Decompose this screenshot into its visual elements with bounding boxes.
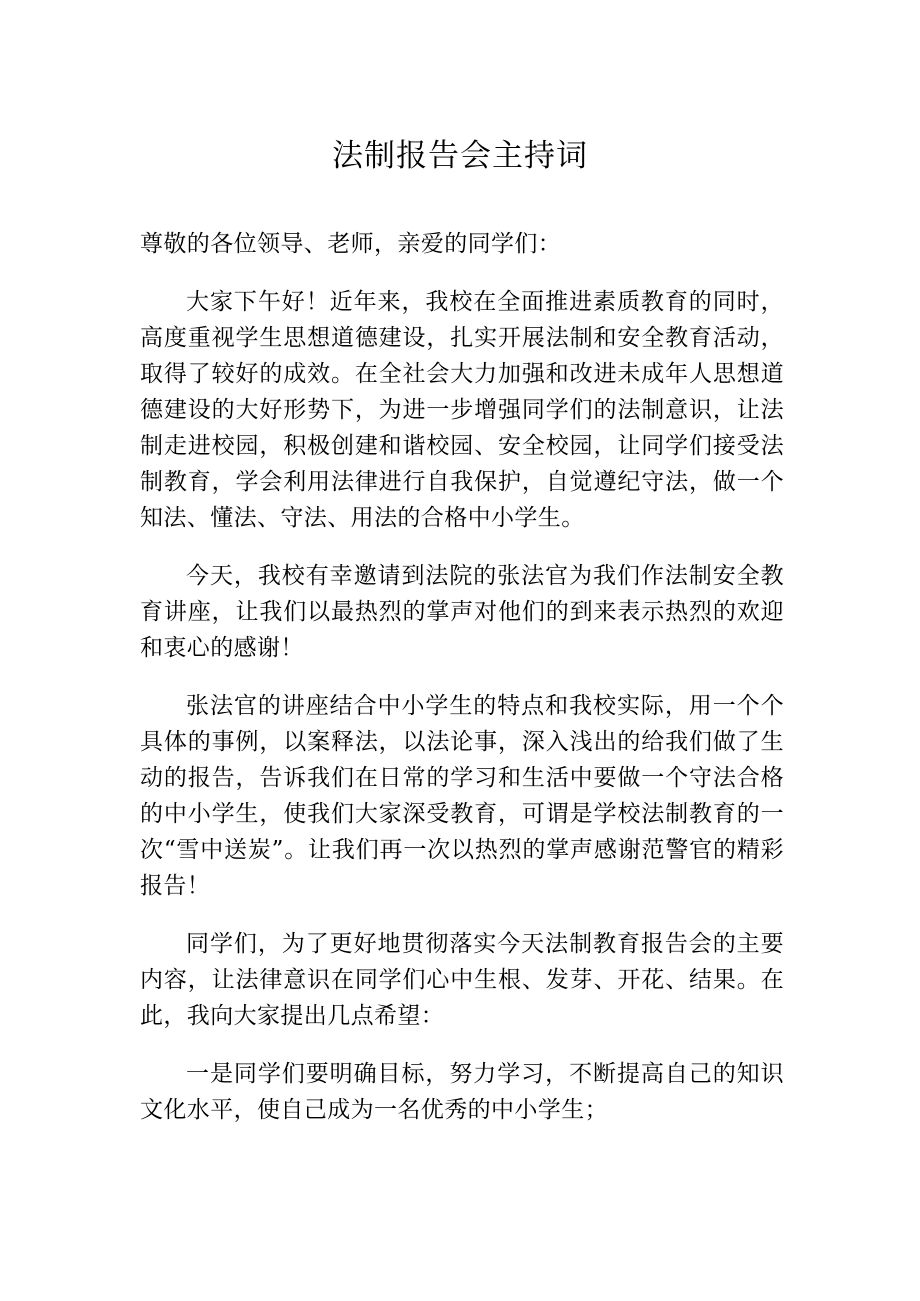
paragraph-lecture-summary: 张法官的讲座结合中小学生的特点和我校实际，用一个个具体的事例，以案释法，以法论事，深入浅出的给我们做了生动的报告，告诉我们在日常的学习和生活中要做一个守法合格的中小学生，使我们大家深受教育，可谓是学校法制教育的一次“雪中送炭”。让我们再一次以热烈的掌声感谢范警官的精彩报告！ <box>140 693 784 899</box>
paragraph-opening: 大家下午好！近年来，我校在全面推进素质教育的同时，高度重视学生思想道德建设，扎实开展法制和安全教育活动，取得了较好的成效。在全社会大力加强和改进未成年人思想道德建设的大好形势下，为进一步增强同学们的法制意识，让法制走进校园，积极创建和谐校园、安全校园，让同学们接受法制教育，学会利用法律进行自我保护，自觉遵纪守法，做一个知法、懂法、守法、用法的合格中小学生。 <box>140 289 784 531</box>
document-body <box>140 226 784 1150</box>
document-title: 法制报告会主持词 <box>332 138 588 174</box>
paragraph-hope-one: 一是同学们要明确目标，努力学习，不断提高自己的知识文化水平，使自己成为一名优秀的中小学生； <box>140 1061 784 1123</box>
salutation: 尊敬的各位领导、老师，亲爱的同学们： <box>140 231 562 257</box>
paragraph-welcome: 今天，我校有幸邀请到法院的张法官为我们作法制安全教育讲座，让我们以最热烈的掌声对他们的到来表示热烈的欢迎和衷心的感谢！ <box>140 563 784 661</box>
paragraph-hopes-intro: 同学们，为了更好地贯彻落实今天法制教育报告会的主要内容，让法律意识在同学们心中生根、发芽、开花、结果。在此，我向大家提出几点希望： <box>140 931 784 1029</box>
